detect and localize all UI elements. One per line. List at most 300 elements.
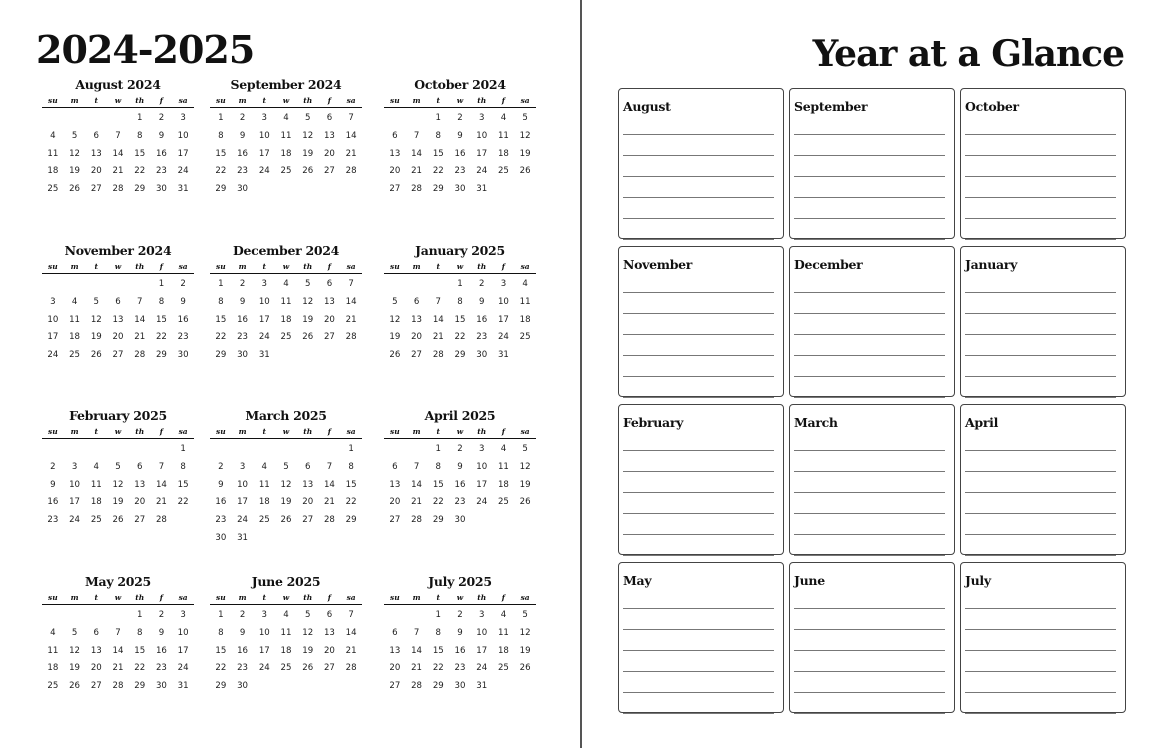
weekday-header-row <box>42 591 194 605</box>
day-number: 8 <box>136 627 143 638</box>
day-number: 26 <box>69 681 81 692</box>
day-number: 31 <box>237 532 249 543</box>
day-number: 23 <box>215 515 227 526</box>
weekday-label: f <box>159 96 164 105</box>
weekday-label: m <box>412 96 421 105</box>
writing-line[interactable] <box>794 292 945 293</box>
weekday-label: w <box>456 593 464 602</box>
writing-line[interactable] <box>965 313 1116 314</box>
day-number: 8 <box>218 296 224 307</box>
weekday-label: w <box>114 427 122 436</box>
writing-line[interactable] <box>623 629 774 630</box>
weekday-label: f <box>501 427 506 436</box>
day-number: 18 <box>497 479 509 490</box>
day-number: 20 <box>411 332 423 343</box>
day-number: 17 <box>476 148 488 159</box>
month-title: April 2025 <box>424 408 496 423</box>
writing-line[interactable] <box>623 197 774 198</box>
day-number: 11 <box>497 130 509 141</box>
writing-line[interactable] <box>965 155 1116 156</box>
day-number: 24 <box>47 350 59 361</box>
day-number: 24 <box>177 663 189 674</box>
day-number: 24 <box>476 166 488 177</box>
day-number: 23 <box>155 663 167 674</box>
day-number: 28 <box>345 166 357 177</box>
day-number: 22 <box>215 663 227 674</box>
writing-line[interactable] <box>794 155 945 156</box>
writing-line[interactable] <box>965 608 1116 609</box>
writing-line[interactable] <box>623 513 774 514</box>
day-number: 31 <box>476 681 488 692</box>
weekday-label: t <box>262 593 267 602</box>
writing-line[interactable] <box>623 534 774 535</box>
day-number: 19 <box>280 497 292 508</box>
weekday-label: m <box>238 427 247 436</box>
writing-line[interactable] <box>965 513 1116 514</box>
weekday-label: su <box>48 96 58 105</box>
days-grid <box>384 274 536 365</box>
weekday-label: su <box>216 427 226 436</box>
day-number: 13 <box>112 314 124 325</box>
writing-line[interactable] <box>794 450 945 451</box>
day-number: 12 <box>69 148 81 159</box>
writing-line[interactable] <box>965 239 1116 240</box>
month-notes-title: January <box>965 257 1018 272</box>
month-notes-box <box>960 246 1126 397</box>
day-number: 18 <box>69 332 81 343</box>
writing-line[interactable] <box>965 376 1116 377</box>
days-grid <box>384 605 536 696</box>
day-number: 30 <box>155 184 167 195</box>
writing-line[interactable] <box>623 492 774 493</box>
writing-line[interactable] <box>794 713 945 714</box>
day-number: 22 <box>134 663 146 674</box>
day-number: 26 <box>519 166 531 177</box>
writing-line[interactable] <box>965 492 1116 493</box>
writing-line[interactable] <box>623 292 774 293</box>
day-number: 23 <box>155 166 167 177</box>
day-number: 22 <box>345 497 357 508</box>
day-number: 17 <box>237 497 249 508</box>
writing-line[interactable] <box>965 218 1116 219</box>
weekday-label: t <box>94 262 99 271</box>
writing-line[interactable] <box>794 334 945 335</box>
day-number: 20 <box>302 497 314 508</box>
month-title: July 2025 <box>428 574 492 589</box>
writing-line[interactable] <box>794 134 945 135</box>
writing-line[interactable] <box>623 713 774 714</box>
day-number: 14 <box>411 479 423 490</box>
writing-line[interactable] <box>794 197 945 198</box>
day-number: 12 <box>112 479 124 490</box>
day-number: 22 <box>134 166 146 177</box>
writing-line[interactable] <box>623 334 774 335</box>
days-grid <box>210 439 362 548</box>
weekday-label: th <box>477 96 487 105</box>
day-number: 2 <box>478 279 485 289</box>
weekday-label: w <box>282 593 290 602</box>
day-number: 10 <box>258 296 270 307</box>
day-number: 2 <box>239 610 246 620</box>
writing-line[interactable] <box>965 471 1116 472</box>
day-number: 15 <box>432 645 444 656</box>
day-number: 1 <box>435 444 442 454</box>
day-number: 12 <box>69 645 81 656</box>
day-number: 22 <box>177 497 189 508</box>
day-number: 19 <box>302 148 314 159</box>
day-number: 16 <box>237 148 249 159</box>
day-number: 26 <box>280 515 292 526</box>
writing-line[interactable] <box>965 334 1116 335</box>
day-number: 22 <box>155 332 167 343</box>
day-number: 18 <box>497 148 509 159</box>
weekday-label: f <box>327 593 332 602</box>
weekday-label: t <box>262 96 267 105</box>
day-number: 13 <box>323 130 335 141</box>
writing-line[interactable] <box>965 397 1116 398</box>
day-number: 4 <box>283 113 289 123</box>
weekday-label: m <box>70 96 79 105</box>
day-number: 27 <box>323 166 335 177</box>
month-notes-box <box>618 88 784 239</box>
day-number: 6 <box>392 627 398 638</box>
day-number: 5 <box>283 461 289 472</box>
day-number: 3 <box>261 279 268 289</box>
day-number: 1 <box>435 610 442 620</box>
writing-line[interactable] <box>623 239 774 240</box>
mini-calendar-month <box>210 76 362 199</box>
mini-calendar-month <box>210 573 362 696</box>
day-number: 15 <box>345 479 357 490</box>
day-number: 29 <box>134 184 146 195</box>
writing-line[interactable] <box>794 313 945 314</box>
writing-line[interactable] <box>794 492 945 493</box>
day-number: 6 <box>326 279 333 289</box>
writing-line[interactable] <box>794 650 945 651</box>
day-number: 17 <box>476 479 488 490</box>
weekday-label: sa <box>178 262 188 271</box>
weekday-label: su <box>390 427 400 436</box>
day-number: 5 <box>93 296 100 307</box>
weekday-label: f <box>501 262 506 271</box>
day-number: 11 <box>519 296 531 307</box>
month-notes-box <box>960 562 1126 713</box>
day-number: 22 <box>432 166 444 177</box>
day-number: 3 <box>71 461 78 472</box>
day-number: 10 <box>258 130 270 141</box>
writing-line[interactable] <box>794 513 945 514</box>
day-number: 17 <box>69 497 81 508</box>
writing-line[interactable] <box>794 534 945 535</box>
day-number: 30 <box>454 681 466 692</box>
writing-line[interactable] <box>623 450 774 451</box>
day-number: 6 <box>392 461 398 472</box>
writing-line[interactable] <box>623 355 774 356</box>
day-number: 15 <box>432 148 444 159</box>
weekday-label: m <box>412 593 421 602</box>
day-number: 9 <box>50 479 56 490</box>
writing-line[interactable] <box>623 376 774 377</box>
day-number: 25 <box>280 663 292 674</box>
day-number: 16 <box>476 314 488 325</box>
days-grid <box>42 605 194 696</box>
weekday-label: w <box>282 427 290 436</box>
day-number: 23 <box>237 166 249 177</box>
mini-calendar-month <box>42 407 194 530</box>
day-number: 20 <box>389 166 401 177</box>
day-number: 8 <box>435 130 442 141</box>
writing-line[interactable] <box>965 629 1116 630</box>
writing-line[interactable] <box>794 376 945 377</box>
day-number: 29 <box>432 515 444 526</box>
weekday-label: su <box>390 96 400 105</box>
day-number: 27 <box>323 332 335 343</box>
writing-line[interactable] <box>965 650 1116 651</box>
month-notes-title: February <box>623 415 684 430</box>
weekday-label: t <box>262 262 267 271</box>
day-number: 28 <box>155 515 167 526</box>
day-number: 23 <box>237 663 249 674</box>
days-grid <box>210 605 362 696</box>
day-number: 17 <box>177 645 189 656</box>
writing-line[interactable] <box>623 650 774 651</box>
writing-line[interactable] <box>623 134 774 135</box>
weekday-label: t <box>436 427 441 436</box>
day-number: 16 <box>454 479 466 490</box>
writing-line[interactable] <box>965 555 1116 556</box>
day-number: 21 <box>134 332 146 343</box>
writing-line[interactable] <box>965 450 1116 451</box>
day-number: 3 <box>478 610 485 620</box>
writing-line[interactable] <box>623 155 774 156</box>
day-number: 14 <box>345 627 357 638</box>
days-grid <box>42 108 194 199</box>
day-number: 23 <box>454 166 466 177</box>
day-number: 21 <box>155 497 167 508</box>
writing-line[interactable] <box>623 608 774 609</box>
weekday-label: f <box>327 96 332 105</box>
day-number: 18 <box>280 148 292 159</box>
day-number: 12 <box>280 479 292 490</box>
mini-calendar-month <box>384 573 536 696</box>
right-page-year-at-a-glance <box>582 0 1162 748</box>
day-number: 14 <box>345 296 357 307</box>
day-number: 29 <box>432 681 444 692</box>
weekday-label: sa <box>520 593 530 602</box>
month-title: August 2024 <box>75 77 161 92</box>
writing-line[interactable] <box>794 692 945 693</box>
weekday-label: sa <box>520 427 530 436</box>
month-notes-title: March <box>794 415 838 430</box>
day-number: 11 <box>280 627 292 638</box>
day-number: 29 <box>155 350 167 361</box>
writing-line[interactable] <box>794 218 945 219</box>
day-number: 23 <box>47 515 59 526</box>
writing-line[interactable] <box>794 629 945 630</box>
writing-line[interactable] <box>623 176 774 177</box>
day-number: 4 <box>283 279 289 289</box>
day-number: 22 <box>454 332 466 343</box>
weekday-label: f <box>159 593 164 602</box>
day-number: 8 <box>435 461 442 472</box>
day-number: 26 <box>302 663 314 674</box>
day-number: 13 <box>411 314 423 325</box>
day-number: 19 <box>519 645 531 656</box>
day-number: 13 <box>90 645 102 656</box>
day-number: 24 <box>476 663 488 674</box>
day-number: 7 <box>413 627 420 638</box>
day-number: 12 <box>302 296 314 307</box>
day-number: 15 <box>134 148 146 159</box>
month-notes-box <box>789 246 955 397</box>
day-number: 9 <box>239 627 246 638</box>
day-number: 20 <box>112 332 124 343</box>
month-title: May 2025 <box>85 574 151 589</box>
day-number: 5 <box>522 444 528 454</box>
day-number: 4 <box>522 279 528 289</box>
day-number: 2 <box>158 113 165 123</box>
day-number: 19 <box>69 166 81 177</box>
day-number: 16 <box>155 645 167 656</box>
month-title: June 2025 <box>251 574 321 589</box>
writing-line[interactable] <box>965 134 1116 135</box>
month-title: February 2025 <box>69 408 167 423</box>
mini-calendar-month <box>384 242 536 365</box>
day-number: 11 <box>258 479 270 490</box>
writing-line[interactable] <box>623 471 774 472</box>
writing-line[interactable] <box>965 355 1116 356</box>
weekday-label: th <box>303 427 313 436</box>
day-number: 21 <box>112 663 124 674</box>
day-number: 25 <box>258 515 270 526</box>
day-number: 8 <box>457 296 463 307</box>
day-number: 25 <box>69 350 81 361</box>
month-notes-box <box>789 88 955 239</box>
day-number: 21 <box>345 148 357 159</box>
day-number: 14 <box>345 130 357 141</box>
mini-calendar-month <box>384 407 536 530</box>
day-number: 28 <box>411 184 423 195</box>
day-number: 18 <box>47 663 59 674</box>
writing-line[interactable] <box>965 292 1116 293</box>
day-number: 1 <box>457 279 463 289</box>
weekday-label: w <box>282 262 290 271</box>
mini-calendar-month <box>42 242 194 365</box>
day-number: 30 <box>237 350 249 361</box>
day-number: 14 <box>411 645 423 656</box>
day-number: 17 <box>47 332 59 343</box>
day-number: 11 <box>280 296 292 307</box>
writing-line[interactable] <box>965 713 1116 714</box>
day-number: 6 <box>326 610 333 620</box>
day-number: 29 <box>454 350 466 361</box>
writing-line[interactable] <box>794 239 945 240</box>
day-number: 1 <box>136 610 143 620</box>
day-number: 20 <box>90 166 102 177</box>
day-number: 7 <box>348 279 354 289</box>
day-number: 26 <box>519 497 531 508</box>
writing-line[interactable] <box>794 355 945 356</box>
day-number: 9 <box>457 627 463 638</box>
writing-line[interactable] <box>794 176 945 177</box>
writing-line[interactable] <box>965 534 1116 535</box>
weekday-header-row <box>384 260 536 274</box>
writing-line[interactable] <box>794 397 945 398</box>
day-number: 8 <box>136 130 143 141</box>
mini-calendar-month <box>210 407 362 548</box>
mini-calendar-month <box>42 76 194 199</box>
day-number: 1 <box>218 279 224 289</box>
day-number: 11 <box>497 627 509 638</box>
day-number: 21 <box>323 497 335 508</box>
weekday-label: th <box>135 96 145 105</box>
day-number: 1 <box>218 610 224 620</box>
weekday-label: sa <box>346 96 356 105</box>
day-number: 4 <box>261 461 268 472</box>
writing-line[interactable] <box>623 671 774 672</box>
weekday-label: t <box>262 427 267 436</box>
weekday-label: t <box>436 262 441 271</box>
day-number: 28 <box>432 350 444 361</box>
writing-line[interactable] <box>623 555 774 556</box>
day-number: 7 <box>348 113 354 123</box>
day-number: 4 <box>500 444 507 454</box>
writing-line[interactable] <box>965 176 1116 177</box>
day-number: 9 <box>478 296 485 307</box>
day-number: 6 <box>326 113 333 123</box>
month-notes-title: May <box>623 573 652 588</box>
month-notes-box <box>618 404 784 555</box>
day-number: 2 <box>50 461 56 472</box>
weekday-label: m <box>412 427 421 436</box>
days-grid <box>384 439 536 530</box>
writing-line[interactable] <box>623 397 774 398</box>
day-number: 26 <box>302 166 314 177</box>
writing-line[interactable] <box>623 218 774 219</box>
day-number: 27 <box>90 184 102 195</box>
day-number: 12 <box>519 130 531 141</box>
day-number: 10 <box>497 296 509 307</box>
weekday-label: w <box>456 427 464 436</box>
day-number: 31 <box>476 184 488 195</box>
day-number: 13 <box>389 645 401 656</box>
day-number: 13 <box>323 296 335 307</box>
month-notes-box <box>618 246 784 397</box>
writing-line[interactable] <box>965 692 1116 693</box>
month-title: November 2024 <box>64 243 172 258</box>
day-number: 27 <box>389 681 401 692</box>
writing-line[interactable] <box>794 608 945 609</box>
writing-line[interactable] <box>623 313 774 314</box>
weekday-label: m <box>238 262 247 271</box>
writing-line[interactable] <box>794 671 945 672</box>
day-number: 11 <box>47 645 59 656</box>
day-number: 23 <box>454 497 466 508</box>
writing-line[interactable] <box>965 671 1116 672</box>
day-number: 1 <box>136 113 143 123</box>
weekday-label: sa <box>346 427 356 436</box>
day-number: 2 <box>218 461 224 472</box>
day-number: 24 <box>497 332 509 343</box>
day-number: 24 <box>69 515 81 526</box>
day-number: 23 <box>476 332 488 343</box>
day-number: 4 <box>283 610 289 620</box>
writing-line[interactable] <box>794 471 945 472</box>
writing-line[interactable] <box>794 555 945 556</box>
writing-line[interactable] <box>965 197 1116 198</box>
writing-line[interactable] <box>623 692 774 693</box>
day-number: 17 <box>258 645 270 656</box>
